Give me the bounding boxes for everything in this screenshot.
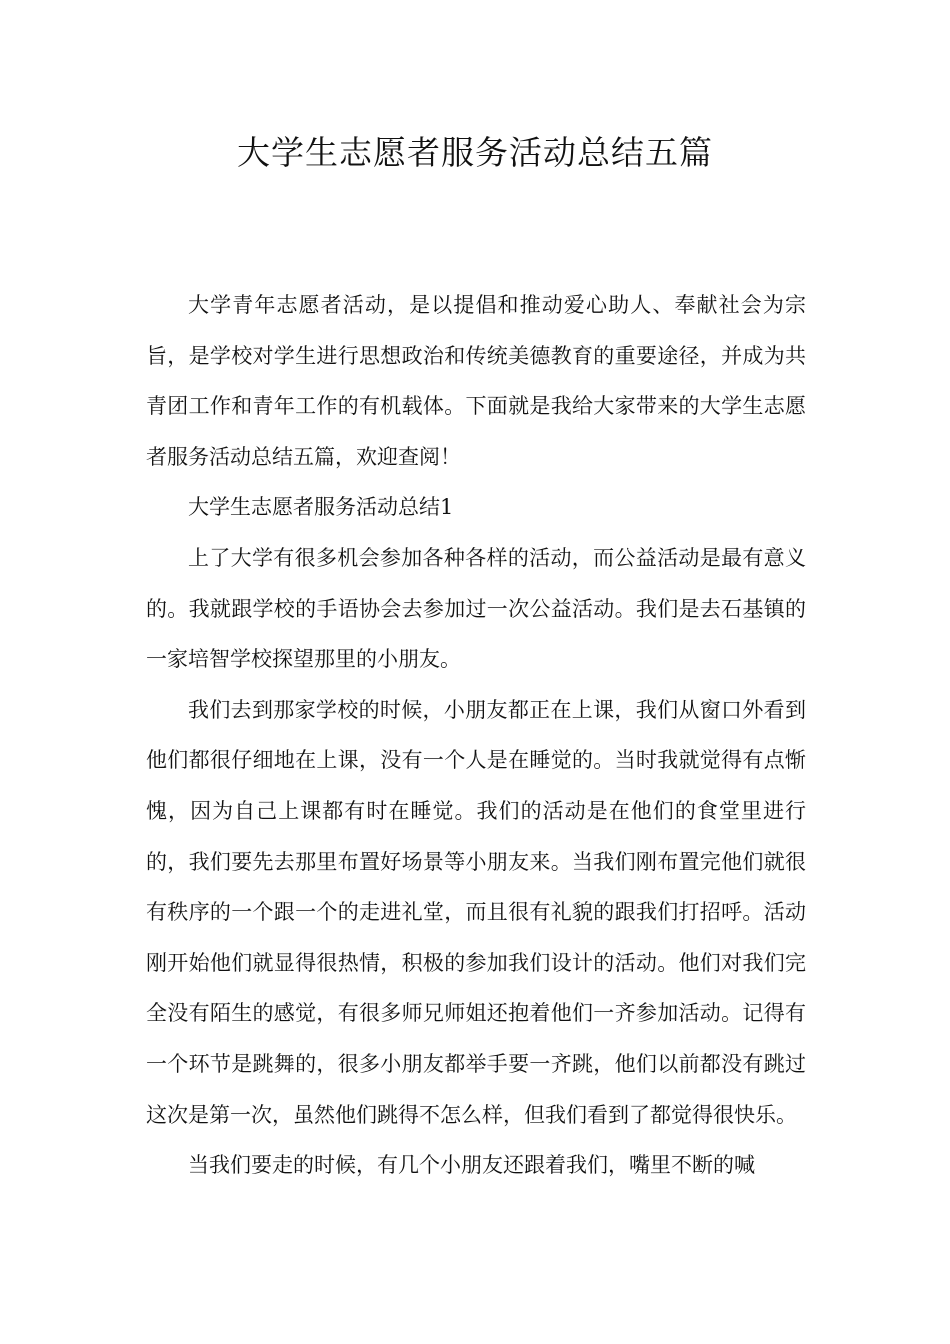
body-paragraph: 上了大学有很多机会参加各种各样的活动，而公益活动是最有意义的。我就跟学校的手语协会去参加过一次公益活动。我们是去石基镇的一家培智学校探望那里的小朋友。 (146, 545, 806, 672)
intro-paragraph: 大学青年志愿者活动，是以提倡和推动爱心助人、奉献社会为宗旨，是学校对学生进行思想政治和传统美德教育的重要途径，并成为共青团工作和青年工作的有机载体。下面就是我给大家带来的大学生志愿者服务活动总结五篇，欢迎查阅！ (146, 293, 806, 469)
document-title: 大学生志愿者服务活动总结五篇 (237, 133, 713, 172)
section-heading: 大学生志愿者服务活动总结1 (188, 495, 454, 520)
document-body (146, 280, 806, 1191)
body-paragraph: 我们去到那家学校的时候，小朋友都正在上课，我们从窗口外看到他们都很仔细地在上课，没有一个人是在睡觉的。当时我就觉得有点惭愧，因为自己上课都有时在睡觉。我们的活动是在他们的食堂里进行的，我们要先去那里布置好场景等小朋友来。当我们刚布置完他们就很有秩序的一个跟一个的走进礼堂，而且很有礼貌的跟我们打招呼。活动刚开始他们就显得很热情，积极的参加我们设计的活动。他们对我们完全没有陌生的感觉，有很多师兄师姐还抱着他们一齐参加活动。记得有一个环节是跳舞的，很多小朋友都举手要一齐跳，他们以前都没有跳过这次是第一次，虽然他们跳得不怎么样，但我们看到了都觉得很快乐。 (146, 697, 806, 1127)
body-paragraph: 当我们要走的时候，有几个小朋友还跟着我们，嘴里不断的喊 (188, 1153, 755, 1178)
